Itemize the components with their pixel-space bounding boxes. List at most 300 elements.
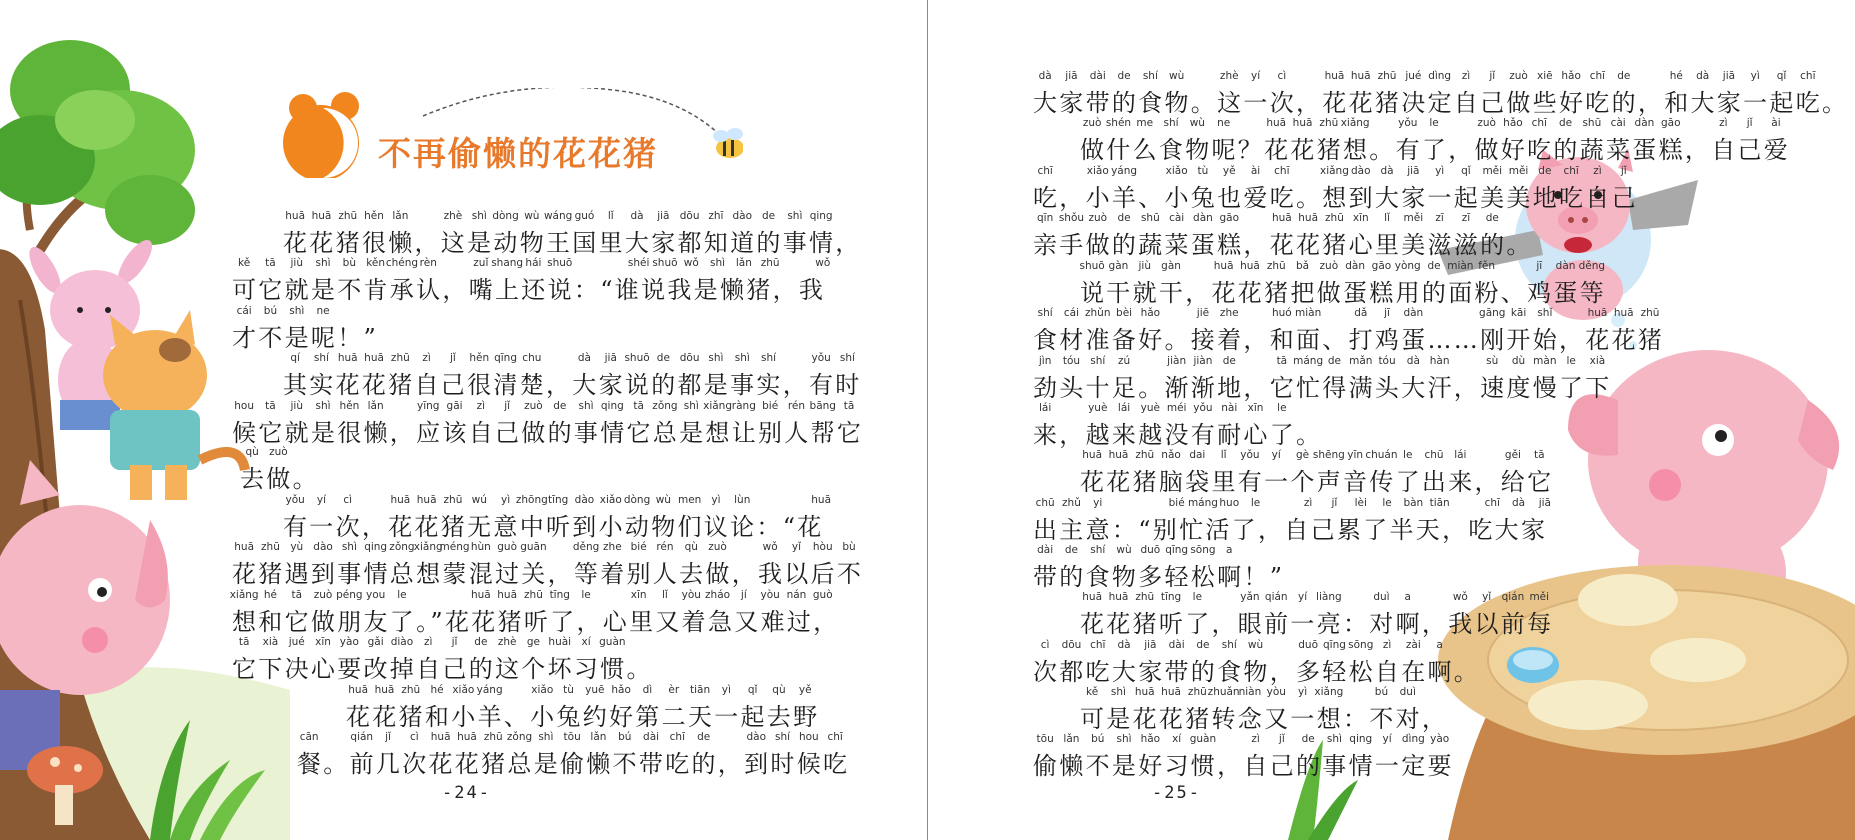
pinyin-annotation: shuō: [652, 257, 678, 269]
pinyin-annotation: de: [1327, 355, 1341, 367]
pinyin-annotation: wáng: [543, 210, 573, 222]
hanzi-text: 出主意：“别忙活了，自己累了半天，吃大家: [1033, 516, 1548, 544]
pinyin-annotation: gāo: [1219, 212, 1240, 224]
cat-illustration: [103, 310, 245, 500]
pinyin-annotation: yì: [1297, 686, 1308, 698]
pinyin-annotation: xīn: [315, 636, 331, 648]
pinyin-annotation: yǐ: [791, 541, 802, 553]
pinyin-annotation: de: [1485, 212, 1499, 224]
pinyin-annotation: qīn: [1037, 212, 1054, 224]
pinyin-annotation: zhū: [1135, 591, 1155, 603]
pinyin-annotation: jǐ: [450, 352, 456, 364]
pinyin-annotation: chī: [1800, 70, 1816, 82]
pinyin-annotation: dōu: [679, 210, 700, 222]
pinyin-annotation: jǐ: [1331, 497, 1338, 509]
pinyin-annotation: le: [1250, 497, 1261, 509]
pinyin-annotation: huā: [337, 352, 358, 364]
story-title-block: [283, 88, 743, 178]
pinyin-annotation: yǒu: [285, 494, 305, 506]
pinyin-annotation: wù: [1169, 70, 1185, 82]
pinyin-annotation: huā: [1271, 212, 1292, 224]
pinyin-annotation: máng: [1187, 497, 1218, 509]
pinyin-annotation: yì: [721, 684, 731, 696]
pinyin-annotation: qǐ: [747, 684, 758, 696]
pinyin-annotation: tā: [265, 400, 276, 412]
pinyin-annotation: shí: [313, 352, 329, 364]
pinyin-annotation: tōu: [1036, 733, 1054, 745]
pinyin-annotation: qing: [600, 400, 624, 412]
pinyin-annotation: bú: [1091, 733, 1105, 745]
pinyin-annotation: lǎn: [1063, 733, 1080, 745]
pinyin-annotation: jiàn: [1193, 355, 1213, 367]
pinyin-annotation: sù: [1486, 355, 1499, 367]
pinyin-annotation: jiàn: [1167, 355, 1187, 367]
pinyin-annotation: bù: [842, 541, 856, 553]
pinyin-annotation: ne: [316, 305, 330, 317]
pinyin-annotation: èr: [668, 684, 680, 696]
pinyin-annotation: sōng: [1348, 639, 1374, 651]
pinyin-annotation: xiǎng: [1319, 165, 1349, 177]
pinyin-annotation: zì: [1382, 639, 1392, 651]
hanzi-text: 花花猪很懒，这是动物王国里大家都知道的事情，: [283, 229, 862, 257]
pinyin-annotation: dàn: [1345, 260, 1366, 272]
pinyin-annotation: zuò: [1088, 212, 1108, 224]
pinyin-annotation: chī: [669, 731, 686, 743]
pinyin-annotation: hou: [798, 731, 819, 743]
pinyin-annotation: yǐ: [1482, 591, 1492, 603]
pinyin-annotation: huā: [1587, 307, 1608, 319]
pinyin-annotation: tiān: [689, 684, 711, 696]
pinyin-annotation: shì: [289, 305, 305, 317]
pinyin-annotation: tōu: [563, 731, 581, 743]
pinyin-annotation: de: [1427, 260, 1441, 272]
pinyin-annotation: lǐ: [607, 210, 614, 222]
pinyin-annotation: zuò: [1082, 117, 1102, 129]
pinyin-annotation: le: [1192, 591, 1203, 603]
pinyin-annotation: yáng: [476, 684, 503, 696]
pinyin-annotation: lǐ: [1384, 212, 1390, 224]
pinyin-annotation: jǐ: [1489, 70, 1496, 82]
pinyin-annotation: zhǔn: [1085, 307, 1111, 319]
pinyin-annotation: miàn: [1447, 260, 1474, 272]
pinyin-annotation: tā: [265, 257, 276, 269]
pinyin-annotation: hé: [1669, 70, 1683, 82]
pinyin-annotation: cì: [1040, 639, 1050, 651]
right-page: [928, 0, 1855, 840]
pinyin-annotation: hàn: [1429, 355, 1450, 367]
pinyin-annotation: jiā: [1144, 639, 1157, 651]
pinyin-annotation: chī: [1090, 639, 1106, 651]
pinyin-annotation: hái: [525, 257, 542, 269]
pinyin-annotation: huā: [497, 589, 518, 601]
pinyin-annotation: bú: [1374, 686, 1389, 698]
pinyin-annotation: tā: [238, 636, 250, 648]
pinyin-annotation: lèi: [1354, 497, 1367, 509]
pinyin-annotation: tóu: [1062, 355, 1081, 367]
pinyin-annotation: rén: [787, 400, 806, 412]
pinyin-annotation: děng: [1578, 260, 1606, 272]
pinyin-annotation: shū: [1582, 117, 1602, 129]
pinyin-annotation: yǒu: [811, 352, 831, 364]
pinyin-annotation: jìn: [1038, 355, 1052, 367]
pinyin-annotation: shì: [341, 541, 357, 553]
pinyin-annotation: xiǎng: [1314, 686, 1344, 698]
pinyin-annotation: měi: [1529, 591, 1550, 603]
pinyin-annotation: jué: [1405, 70, 1422, 82]
pinyin-annotation: màn: [1533, 355, 1557, 367]
pinyin-annotation: de: [1064, 544, 1078, 556]
pinyin-annotation: huā: [470, 589, 491, 601]
pinyin-annotation: wù: [524, 210, 540, 222]
pinyin-annotation: cái: [1063, 307, 1079, 319]
pinyin-annotation: huā: [1108, 449, 1129, 461]
pinyin-annotation: guò: [497, 541, 518, 553]
pinyin-annotation: zhū: [1325, 212, 1344, 224]
pinyin-annotation: tīng: [549, 589, 570, 601]
pinyin-annotation: shuō: [1079, 260, 1105, 272]
pinyin-annotation: měi: [1403, 212, 1424, 224]
pinyin-annotation: hěn: [364, 210, 384, 222]
pinyin-annotation: zhè: [497, 636, 517, 648]
pinyin-annotation: de: [1617, 70, 1631, 82]
pinyin-annotation: zhū: [338, 210, 358, 222]
pinyin-annotation: jiù: [290, 257, 303, 269]
pinyin-annotation: zì: [476, 400, 486, 412]
pinyin-annotation: qián: [1501, 591, 1525, 603]
pinyin-annotation: qián: [350, 731, 374, 743]
pinyin-annotation: gāo: [1371, 260, 1392, 272]
pinyin-annotation: rèn: [419, 257, 437, 269]
pinyin-annotation: yǒu: [1193, 402, 1213, 414]
pinyin-annotation: zhe: [603, 541, 622, 553]
pinyin-annotation: bàn: [1403, 497, 1424, 509]
pinyin-annotation: de: [697, 731, 711, 743]
pinyin-annotation: nài: [1221, 402, 1238, 414]
pinyin-annotation: zhōng: [515, 494, 548, 506]
pinyin-annotation: yòng: [1394, 260, 1421, 272]
pinyin-annotation: shí: [1090, 355, 1106, 367]
pinyin-annotation: huā: [1240, 260, 1260, 272]
pinyin-annotation: zī: [1461, 212, 1471, 224]
pinyin-annotation: gàn: [1161, 260, 1181, 272]
pinyin-annotation: dù: [1511, 355, 1526, 367]
pinyin-annotation: jǐ: [1746, 117, 1753, 129]
pinyin-annotation: tóu: [1378, 355, 1396, 367]
pinyin-annotation: chī: [827, 731, 843, 743]
pinyin-annotation: xiǎo: [452, 684, 475, 696]
pinyin-annotation: zǒng: [506, 731, 533, 743]
pinyin-annotation: chī: [1274, 165, 1290, 177]
pinyin-annotation: ge: [526, 636, 540, 648]
pinyin-annotation: lǐ: [662, 589, 668, 601]
pinyin-annotation: hǎo: [1503, 117, 1523, 129]
pinyin-annotation: dà: [1038, 70, 1052, 82]
pinyin-annotation: gāng: [1479, 307, 1506, 319]
pinyin-annotation: shì: [683, 400, 699, 412]
pinyin-annotation: jiē: [1196, 307, 1210, 319]
pinyin-annotation: le: [1403, 449, 1413, 461]
pinyin-annotation: zhū: [1266, 260, 1286, 272]
pinyin-annotation: měi: [1482, 165, 1503, 177]
pinyin-annotation: hǎo: [1561, 70, 1581, 82]
pinyin-annotation: gàn: [1108, 260, 1129, 272]
pinyin-annotation: zhū: [443, 494, 463, 506]
pinyin-annotation: bié: [1168, 497, 1185, 509]
pinyin-annotation: ài: [1771, 117, 1781, 129]
page-number-left: -24-: [442, 783, 491, 803]
pinyin-annotation: cì: [409, 731, 419, 743]
hanzi-text: 说干就干，花花猪把做蛋糕用的面粉、鸡蛋等: [1080, 279, 1606, 307]
pinyin-annotation: huā: [374, 684, 395, 696]
pinyin-annotation: huā: [1161, 686, 1181, 698]
hanzi-text: 吃，小羊、小兔也爱吃。想到大家一起美美地吃自己: [1033, 184, 1638, 212]
pinyin-annotation: kāi: [1510, 307, 1527, 319]
pinyin-annotation: le: [1566, 355, 1576, 367]
pinyin-annotation: dàn: [1555, 260, 1576, 272]
pinyin-annotation: qí: [290, 352, 300, 364]
pinyin-annotation: dà: [577, 352, 591, 364]
pinyin-annotation: hé: [263, 589, 277, 601]
pinyin-annotation: shí: [1221, 639, 1237, 651]
pinyin-annotation: qīng: [1165, 544, 1189, 556]
pinyin-annotation: huā: [1350, 70, 1371, 82]
pinyin-annotation: jué: [288, 636, 305, 648]
pinyin-annotation: tù: [563, 684, 574, 696]
pinyin-annotation: zhū: [261, 541, 280, 553]
pinyin-annotation: zhū: [390, 352, 410, 364]
hanzi-text: 其实花花猪自己很清楚，大家说的都是事实，有时: [283, 371, 862, 399]
pinyin-annotation: huā: [1613, 307, 1634, 319]
hanzi-text: 花猪遇到事情总想蒙混过关，等着别人去做，我以后不: [232, 560, 864, 588]
pinyin-annotation: zhū: [401, 684, 421, 696]
pinyin-annotation: yīn: [1347, 449, 1364, 461]
pinyin-annotation: dòng: [492, 210, 519, 222]
pinyin-annotation: de: [1538, 165, 1552, 177]
pinyin-annotation: huā: [457, 731, 477, 743]
pinyin-annotation: qing: [809, 210, 833, 222]
pinyin-annotation: péng: [336, 589, 363, 601]
pinyin-annotation: shuō: [624, 352, 650, 364]
pinyin-annotation: shì: [734, 352, 750, 364]
pinyin-annotation: yù: [290, 541, 304, 553]
pinyin-annotation: hou: [234, 400, 255, 412]
pinyin-annotation: méng: [439, 541, 470, 553]
pinyin-annotation: jiā: [1538, 497, 1551, 509]
pinyin-annotation: a: [1404, 591, 1411, 603]
pinyin-annotation: dài: [1089, 70, 1106, 82]
pinyin-annotation: zhū: [1377, 70, 1397, 82]
pinyin-annotation: hǎo: [611, 684, 631, 696]
pinyin-annotation: dài: [1168, 639, 1185, 651]
pinyin-annotation: jí: [740, 589, 747, 601]
hanzi-text: 可它就是不肯承认，嘴上还说：“谁说我是懒猪，我: [232, 276, 826, 304]
pinyin-annotation: huā: [1324, 70, 1345, 82]
pinyin-annotation: chu: [522, 352, 542, 364]
pinyin-annotation: zhū: [1319, 117, 1339, 129]
pinyin-annotation: jǐ: [385, 731, 391, 743]
pinyin-annotation: shì: [315, 257, 331, 269]
pinyin-annotation: hǎo: [1140, 733, 1161, 745]
pinyin-annotation: jǐ: [1620, 165, 1627, 177]
pinyin-annotation: hé: [430, 684, 444, 696]
pinyin-annotation: tiān: [1429, 497, 1450, 509]
pinyin-annotation: chuán: [1365, 449, 1398, 461]
pinyin-annotation: fěn: [1478, 260, 1496, 272]
pinyin-annotation: dai: [1189, 449, 1206, 461]
pinyin-annotation: yīng: [417, 400, 440, 412]
pinyin-annotation: shì: [538, 731, 554, 743]
pinyin-annotation: rén: [656, 541, 674, 553]
hanzi-text: 有一次，花花猪无意中听到小动物们议论：“花: [283, 513, 824, 541]
pinyin-annotation: dòng: [623, 494, 651, 506]
pinyin-annotation: lái: [1117, 402, 1131, 414]
pinyin-annotation: kěn: [366, 257, 386, 269]
pinyin-annotation: jǐ: [1278, 733, 1285, 745]
pinyin-annotation: lùn: [734, 494, 751, 506]
pinyin-annotation: gè: [1295, 449, 1310, 461]
pinyin-annotation: zhū: [483, 731, 503, 743]
pinyin-annotation: hěn: [469, 352, 490, 364]
pinyin-annotation: shang: [491, 257, 524, 269]
pinyin-annotation: ràng: [731, 400, 756, 412]
pinyin-annotation: guó: [574, 210, 595, 222]
pinyin-annotation: yi: [1093, 497, 1103, 509]
pinyin-annotation: shì: [710, 257, 726, 269]
pinyin-annotation: dìng: [1428, 70, 1452, 82]
pinyin-annotation: yòu: [681, 589, 701, 601]
pinyin-annotation: jiā: [1407, 165, 1420, 177]
pinyin-annotation: wù: [1247, 639, 1264, 651]
pinyin-annotation: niàn: [1238, 686, 1262, 698]
pinyin-annotation: bǎ: [1295, 260, 1310, 272]
pinyin-annotation: qǐ: [1776, 70, 1787, 82]
pinyin-annotation: guò: [812, 589, 833, 601]
pinyin-annotation: yì: [500, 494, 511, 506]
pinyin-annotation: chū: [1424, 449, 1444, 461]
pinyin-annotation: xiǎo: [599, 494, 622, 506]
pinyin-annotation: huā: [390, 494, 411, 506]
pinyin-annotation: xīn: [1247, 402, 1264, 414]
pinyin-annotation: cái: [236, 305, 252, 317]
pinyin-annotation: zì: [1461, 70, 1471, 82]
pinyin-annotation: bāng: [809, 400, 836, 412]
pinyin-annotation: yě: [798, 684, 812, 696]
pinyin-annotation: sōng: [1190, 544, 1216, 556]
pinyin-annotation: chī: [1531, 117, 1547, 129]
pinyin-annotation: de: [474, 636, 488, 648]
pinyin-annotation: shí: [1163, 117, 1179, 129]
hanzi-text: 劲头十足。渐渐地，它忙得满头大汗，速度慢了下: [1033, 374, 1612, 402]
pinyin-annotation: le: [581, 589, 591, 601]
pinyin-annotation: miàn: [1295, 307, 1322, 319]
pinyin-annotation: yí: [1250, 70, 1261, 82]
pinyin-annotation: zī: [1435, 212, 1444, 224]
pinyin-annotation: chī: [1037, 165, 1053, 177]
pinyin-annotation: xià: [262, 636, 279, 648]
pinyin-annotation: shēng: [1312, 449, 1345, 461]
pinyin-annotation: wú: [471, 494, 487, 506]
hanzi-text: 次都吃大家带的食物，多轻松自在啊。: [1033, 658, 1481, 686]
pinyin-annotation: jiā: [604, 352, 617, 364]
pinyin-annotation: cì: [343, 494, 353, 506]
pinyin-annotation: tā: [291, 589, 303, 601]
pinyin-annotation: xiǎng: [1340, 117, 1370, 129]
pinyin-annotation: xià: [1589, 355, 1606, 367]
pinyin-annotation: zài: [1405, 639, 1421, 651]
pinyin-annotation: zì: [422, 352, 431, 364]
pinyin-annotation: le: [1277, 402, 1287, 414]
pinyin-annotation: hǎo: [1140, 307, 1161, 319]
pinyin-annotation: shǒu: [1058, 212, 1085, 224]
pinyin-annotation: guàn: [599, 636, 626, 648]
pinyin-annotation: tā: [1533, 449, 1545, 461]
pinyin-annotation: ne: [1217, 117, 1231, 129]
pinyin-annotation: zhè: [1219, 70, 1239, 82]
pinyin-annotation: shì: [315, 400, 331, 412]
pinyin-annotation: qián: [1264, 591, 1288, 603]
pinyin-annotation: zháo: [705, 589, 731, 601]
pinyin-annotation: liàng: [1316, 591, 1342, 603]
pinyin-annotation: nán: [786, 589, 807, 601]
pinyin-annotation: cān: [299, 731, 319, 743]
hanzi-text: 花花猪听了，眼前一亮：对啊，我以前每: [1080, 610, 1554, 638]
pinyin-annotation: zuò: [1319, 260, 1339, 272]
hanzi-text: 候它就是很懒，应该自己做的事情它总是想让别人帮它: [232, 419, 864, 447]
pinyin-annotation: dìng: [1401, 733, 1425, 745]
pinyin-annotation: zhè: [443, 210, 463, 222]
hanzi-text: 可是花花猪转念又一想：不对，: [1080, 705, 1449, 733]
pinyin-annotation: jī: [1536, 260, 1543, 272]
pinyin-annotation: xiǎng: [229, 589, 259, 601]
pinyin-annotation: le: [1429, 117, 1439, 129]
pinyin-annotation: huā: [1134, 686, 1155, 698]
pinyin-annotation: zú: [1117, 355, 1131, 367]
pinyin-annotation: dào: [732, 210, 753, 222]
pinyin-annotation: huā: [348, 684, 369, 696]
bee-icon: [713, 128, 743, 158]
pinyin-annotation: yuè: [1140, 402, 1161, 414]
pinyin-annotation: shì: [1116, 733, 1132, 745]
hanzi-text: 做什么食物呢？花花猪想。有了，做好吃的蔬菜蛋糕，自己爱: [1080, 136, 1791, 164]
pinyin-annotation: huó: [1271, 307, 1292, 319]
pinyin-annotation: shì: [1326, 733, 1342, 745]
pinyin-annotation: tā: [633, 400, 644, 412]
pinyin-annotation: gěi: [1504, 449, 1521, 461]
pinyin-annotation: qīng: [494, 352, 517, 364]
pinyin-annotation: bù: [342, 257, 357, 269]
pinyin-annotation: wǒ: [1452, 591, 1468, 603]
pinyin-annotation: xiǎo: [1086, 165, 1109, 177]
pinyin-annotation: xiǎo: [531, 684, 554, 696]
pinyin-annotation: zì: [1251, 733, 1260, 745]
pinyin-annotation: shí: [775, 731, 791, 743]
pinyin-annotation: zuò: [313, 589, 333, 601]
pinyin-annotation: ài: [1250, 165, 1261, 177]
pinyin-annotation: diào: [390, 636, 414, 648]
pinyin-annotation: jǐ: [451, 636, 458, 648]
hanzi-text: 来，越来越没有耐心了。: [1033, 421, 1323, 449]
pinyin-annotation: xīn: [630, 589, 647, 601]
pinyin-annotation: shì: [708, 352, 724, 364]
pinyin-annotation: duì: [1399, 686, 1416, 698]
pinyin-annotation: děng: [572, 541, 600, 553]
pinyin-annotation: dà: [1511, 497, 1526, 509]
pinyin-annotation: kě: [238, 257, 251, 269]
pinyin-annotation: zì: [1593, 165, 1602, 177]
pinyin-annotation: shuō: [547, 257, 573, 269]
hanzi-text: 才不是呢！”: [232, 324, 379, 352]
pinyin-annotation: jǐ: [504, 400, 511, 412]
